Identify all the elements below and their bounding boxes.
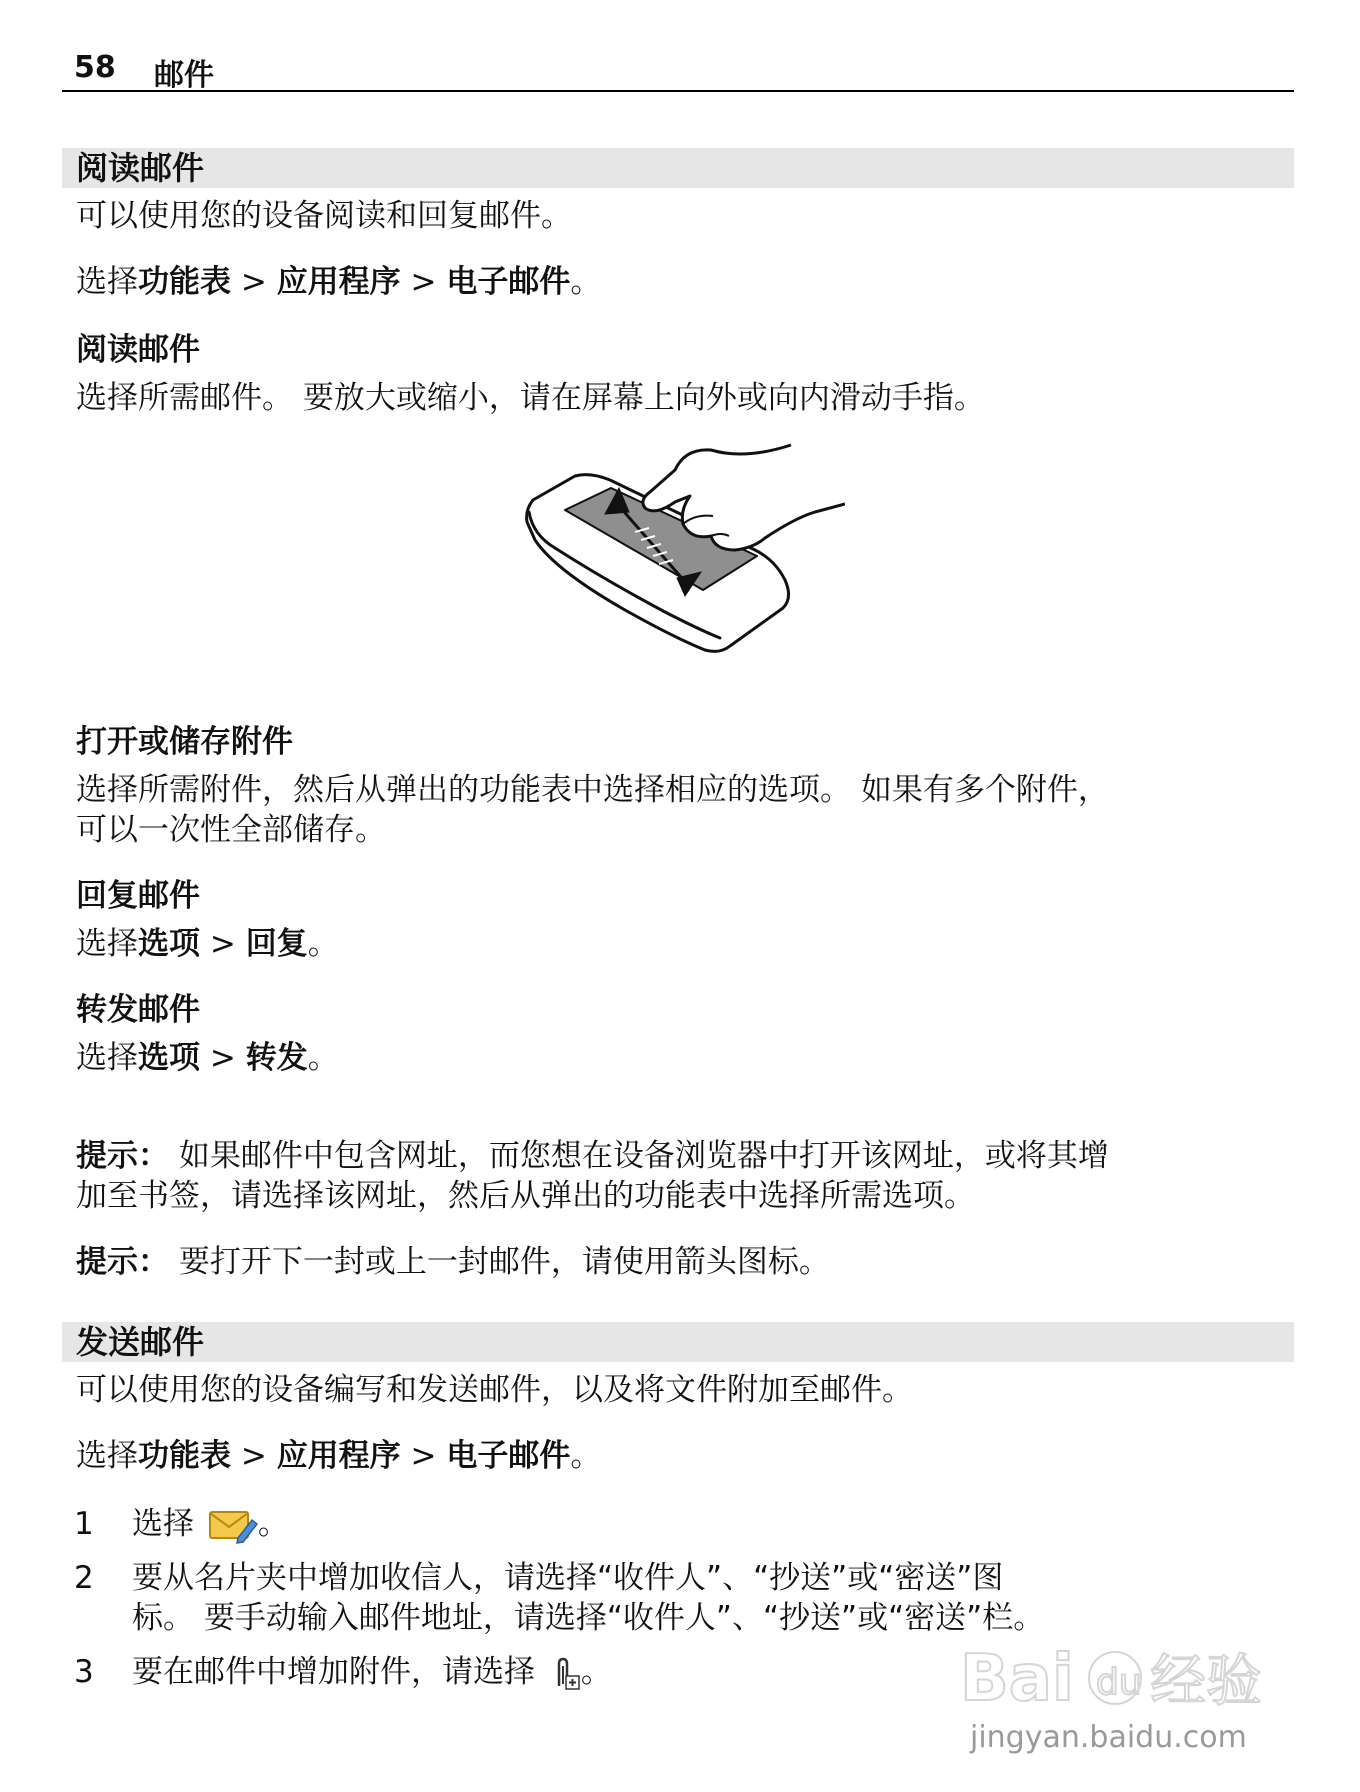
tip-2: 提示： 要打开下一封或上一封邮件，请使用箭头图标。 [76,1244,830,1280]
options-link[interactable]: 选项 [138,926,200,962]
step-1: 选择 。 [132,1506,289,1542]
tip-label: 提示： [76,1244,169,1280]
email-link[interactable]: 电子邮件 [446,264,571,300]
subheading-read-mail: 阅读邮件 [76,332,200,368]
send-nav-path: 选择功能表 > 应用程序 > 电子邮件。 [76,1438,602,1474]
forward-path: 选择选项 > 转发。 [76,1040,339,1076]
email-link[interactable]: 电子邮件 [446,1438,571,1474]
read-nav-path: 选择功能表 > 应用程序 > 电子邮件。 [76,264,602,300]
apps-link[interactable]: 应用程序 [276,1438,401,1474]
send-intro: 可以使用您的设备编写和发送邮件，以及将文件附加至邮件。 [76,1372,913,1408]
pinch-zoom-illustration [515,440,845,670]
tip-1-line-1: 提示： 如果邮件中包含网址，而您想在设备浏览器中打开该网址，或将其增 [76,1138,1109,1174]
tip-1-line-2: 加至书签，请选择该网址，然后从弹出的功能表中选择所需选项。 [76,1178,975,1214]
watermark-url: jingyan.baidu.com [970,1720,1247,1755]
apps-link[interactable]: 应用程序 [276,264,401,300]
attachments-text-2: 可以一次性全部储存。 [76,812,386,848]
step-2-line-1: 要从名片夹中增加收信人，请选择“收件人”、“抄送”或“密送”图 [132,1560,1004,1596]
svg-text:经验: 经验 [1150,1649,1262,1714]
step-3: 要在邮件中增加附件，请选择 。 [132,1654,612,1690]
svg-text:Bai: Bai [960,1642,1074,1716]
page-header [62,46,1294,92]
menu-link[interactable]: 功能表 [138,264,231,300]
baidu-watermark-logo [960,1630,1290,1780]
compose-mail-icon[interactable] [208,1508,258,1544]
step-number: 1 [74,1506,94,1542]
options-link[interactable]: 选项 [138,1040,200,1076]
reply-path: 选择选项 > 回复。 [76,926,339,962]
forward-link[interactable]: 转发 [245,1040,308,1076]
attachments-text-1: 选择所需附件，然后从弹出的功能表中选择相应的选项。 如果有多个附件， [76,772,1109,808]
reply-link[interactable]: 回复 [245,926,308,962]
chapter-title: 邮件 [154,58,214,93]
step-number: 3 [74,1654,94,1690]
svg-text:du: du [1096,1662,1142,1703]
subheading-attachments: 打开或储存附件 [76,724,293,760]
step-number: 2 [74,1560,94,1596]
section-band-send: 发送邮件 [62,1322,1294,1362]
read-intro: 可以使用您的设备阅读和回复邮件。 [76,198,572,234]
step-2-line-2: 标。 要手动输入邮件地址，请选择“收件人”、“抄送”或“密送”栏。 [132,1600,1045,1636]
tip-label: 提示： [76,1138,169,1174]
section-band-read: 阅读邮件 [62,148,1294,188]
subheading-reply: 回复邮件 [76,878,200,914]
subheading-forward: 转发邮件 [76,992,200,1028]
page-number: 58 [74,50,116,85]
add-attachment-icon[interactable] [551,1656,581,1692]
menu-link[interactable]: 功能表 [138,1438,231,1474]
read-mail-text: 选择所需邮件。 要放大或缩小，请在屏幕上向外或向内滑动手指。 [76,380,985,416]
